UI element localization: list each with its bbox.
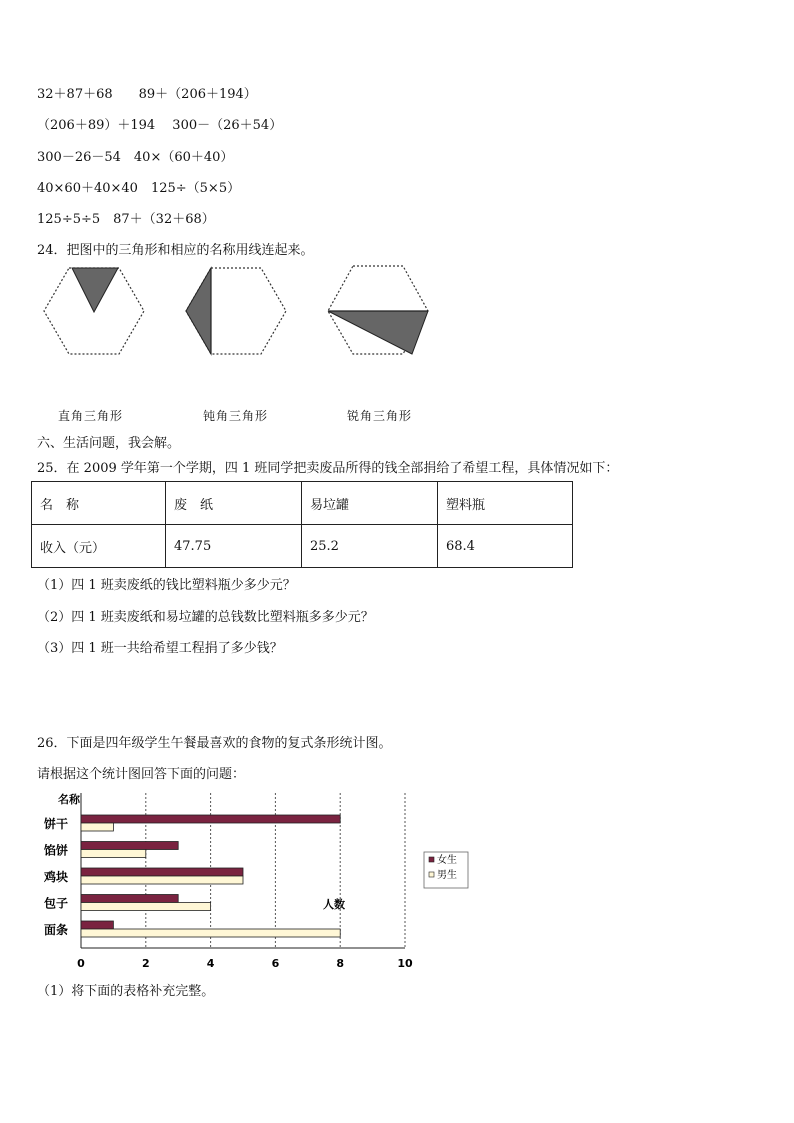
table-row bbox=[32, 482, 573, 525]
bar-chart bbox=[0, 785, 794, 980]
calc-line-1: 32＋87＋68 89＋（206＋194） bbox=[37, 87, 257, 102]
q25-text: 25．在 2009 学年第一个学期，四 1 班同学把卖废品所得的钱全部捐给了希望工程，具体情况如下： bbox=[37, 461, 619, 476]
label-right-triangle: 直角三角形 bbox=[58, 409, 124, 423]
category-label: 面条 bbox=[44, 923, 69, 937]
bar-男生 bbox=[81, 876, 243, 884]
calc-line-4: 40×60＋40×40 125÷（5×5） bbox=[37, 181, 241, 196]
q25-sub-2: （2）四 1 班卖废纸和易垃罐的总钱数比塑料瓶多多少元？ bbox=[37, 610, 374, 625]
x-tick-label: 4 bbox=[206, 957, 215, 970]
x-axis-title: 人数 bbox=[323, 898, 345, 911]
category-label: 馅饼 bbox=[44, 843, 69, 858]
q25-table bbox=[31, 481, 573, 568]
bar-女生 bbox=[81, 842, 178, 850]
table-cell: 废 纸 bbox=[166, 482, 302, 525]
table-row bbox=[32, 525, 573, 568]
x-tick-label: 2 bbox=[141, 957, 150, 970]
legend-swatch bbox=[429, 857, 434, 862]
label-obtuse-triangle: 钝角三角形 bbox=[203, 409, 269, 423]
calc-line-3: 300－26－54 40×（60＋40） bbox=[37, 150, 234, 165]
x-tick-label: 10 bbox=[397, 957, 413, 970]
hexagon-obtuse bbox=[186, 268, 286, 354]
x-tick-label: 0 bbox=[77, 957, 85, 970]
category-label: 饼干 bbox=[44, 817, 69, 831]
table-cell: 名 称 bbox=[32, 482, 166, 525]
table-cell: 塑料瓶 bbox=[438, 482, 573, 525]
x-tick-label: 6 bbox=[271, 957, 280, 970]
category-label: 包子 bbox=[44, 896, 69, 911]
x-tick-label: 8 bbox=[336, 957, 345, 970]
table-cell: 68.4 bbox=[438, 525, 573, 568]
y-axis-title: 名称 bbox=[58, 793, 80, 806]
calc-line-5: 125÷5÷5 87＋（32＋68） bbox=[37, 212, 215, 227]
table-cell: 收入（元） bbox=[32, 525, 166, 568]
category-label: 鸡块 bbox=[44, 870, 69, 884]
q26-text-2: 请根据这个统计图回答下面的问题： bbox=[37, 767, 246, 782]
legend-swatch bbox=[429, 872, 434, 877]
label-acute-triangle: 锐角三角形 bbox=[347, 409, 413, 423]
q25-sub-1: （1）四 1 班卖废纸的钱比塑料瓶少多少元？ bbox=[37, 578, 296, 593]
section-6-title: 六、生活问题，我会解。 bbox=[37, 436, 181, 451]
legend-label: 女生 bbox=[437, 855, 457, 866]
q25-sub-3: （3）四 1 班一共给希望工程捐了多少钱？ bbox=[37, 641, 283, 656]
bar-女生 bbox=[81, 815, 340, 823]
bar-男生 bbox=[81, 850, 146, 858]
bar-男生 bbox=[81, 929, 340, 937]
hexagon-acute bbox=[328, 266, 428, 354]
bar-女生 bbox=[81, 921, 113, 929]
hexagon-figures bbox=[0, 260, 794, 370]
table-cell: 25.2 bbox=[302, 525, 438, 568]
table-cell: 易垃罐 bbox=[302, 482, 438, 525]
bar-男生 bbox=[81, 903, 211, 911]
bar-女生 bbox=[81, 868, 243, 876]
hexagon-right-angle bbox=[44, 268, 144, 354]
legend-label: 男生 bbox=[437, 870, 457, 881]
q26-sub-1: （1）将下面的表格补充完整。 bbox=[37, 984, 215, 999]
q24-text: 24．把图中的三角形和相应的名称用线连起来。 bbox=[37, 243, 314, 258]
table-cell: 47.75 bbox=[166, 525, 302, 568]
bar-男生 bbox=[81, 823, 113, 831]
bar-女生 bbox=[81, 895, 178, 903]
calc-line-2: （206＋89）＋194 300－（26＋54） bbox=[37, 118, 283, 133]
q26-text: 26．下面是四年级学生午餐最喜欢的食物的复式条形统计图。 bbox=[37, 736, 392, 751]
